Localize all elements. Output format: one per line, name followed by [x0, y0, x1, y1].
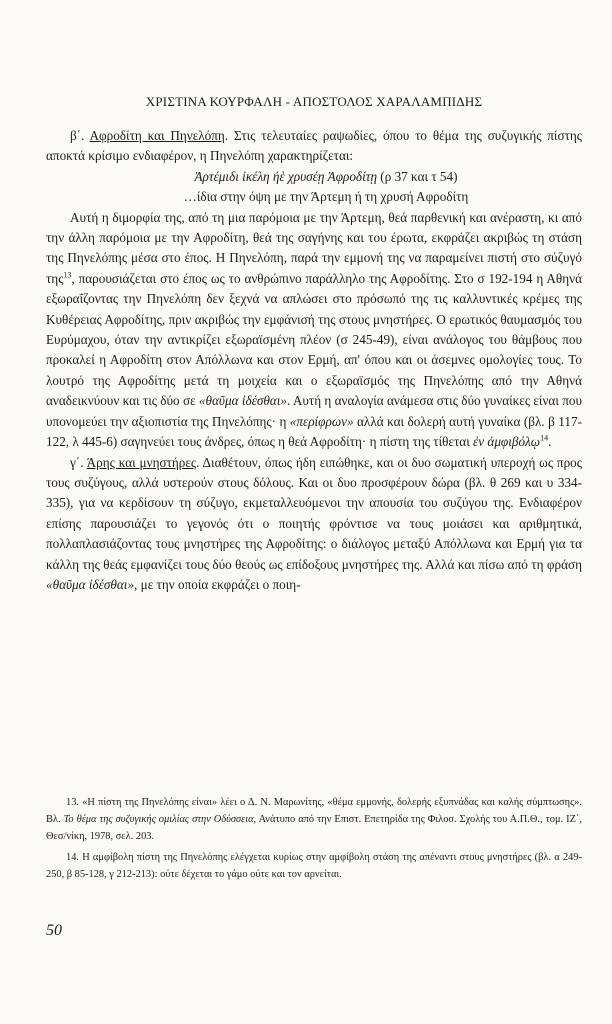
paragraph-text: , παρουσιάζεται στο έπος ως το ανθρώπινο παράλληλο της Αφροδίτης. Στο σ 192-194 η Αθηνά εξωραΐζοντας την Πηνελόπη δεν ξεχνά να απλώσει στο πρόσωπό της τις καλλυντικές κρέμες της Κυθέρειας Αφροδίτης, πριν ακριβώς την εμφάνισή της στους μνηστήρες. Ο ερωτικός θαυμασμός του Ευρύμαχου, όταν την αντικρίζει εξωραϊσμένη πλέον (σ 245-49), είναι ανάλογος του θάμβους που προκαλεί η Αφροδίτη στον Απόλλωνα και στον Ερμή, απ' όπου και οι άσεμνες ομολογίες τους. Το λουτρό της Αφροδίτης μετά τη μοιχεία και ο εξωραϊσμός της Πηνελόπης από την Αθηνά αναδεικνύουν και τις δύο σε: [46, 270, 582, 409]
section-g-heading: Άρης και μνηστήρες: [86, 454, 197, 470]
running-head: ΧΡΙΣΤΙΝΑ ΚΟΥΡΦΑΛΗ - ΑΠΟΣΤΟΛΟΣ ΧΑΡΑΛΑΜΠΙΔΗΣ: [145, 94, 483, 109]
section-g-paragraph: [46, 453, 582, 596]
quote-thauma: «θαῦμα ἰδέσθαι»: [198, 393, 287, 409]
footnote-number: 14.: [66, 852, 79, 863]
paragraph-text: . Αυτή η αναλογία ανάμεσα στις δύο γυναίκες είναι που υπονομεύει την αξιοπιστία της Πηνελόπης· η: [46, 393, 582, 429]
paragraph-aphrodite-penelope: [46, 208, 582, 453]
footnote-ref-14: 14: [540, 433, 549, 443]
footnote-text: «Η πίστη της Πηνελόπης είναι» λέει ο Δ. Ν. Μαρωνίτης, «θέμα εμμονής, δολερής εξυπνάδας και καλής σύμπτωσης». Βλ.: [46, 797, 582, 825]
footnote-title: Το θέμα της συζυγικής ομιλίας στην Οδύσσεια,: [63, 814, 257, 825]
book-page: [46, 0, 582, 1024]
footnote-13: [46, 794, 582, 845]
footnote-number: 13.: [66, 797, 79, 808]
quote-amphibolo: ἐν ἀμφιβόλῳ: [473, 434, 541, 450]
quote-thauma-2: «θαῦμα ἰδέσθαι»: [46, 576, 135, 592]
paragraph-text: .: [548, 434, 552, 450]
section-b-intro: [46, 126, 582, 167]
footnote-14: [46, 849, 582, 883]
footnote-text: Ανάτυπο από την Επιστ. Επετηρίδα της Φιλοσ. Σχολής του Α.Π.Θ., τομ. ΙΖ΄, Θεσ/νίκη, 1978, σελ. 203.: [46, 814, 582, 842]
verse-reference: (ρ 37 και τ 54): [380, 168, 458, 184]
paragraph-text: . Διαθέτουν, όπως ήδη ειπώθηκε, και οι δυο σωματική υπεροχή ως προς τους συζύγους, αλλά υστερούν στους δόλους. Και οι δυο προσφέρουν δώρα (βλ. θ 269 και υ 334-335), για να κερδίσουν τη σύζυγο, εκμεταλλευόμενοι την απουσία του συζύγου της. Ενδιαφέρον επίσης παρουσιάζει το γεγονός ότι ο ποιητής φρόντισε να τους μοιάσει και αριθμητικά, πολλαπλασιάζοντας τους μνηστήρες της Αφροδίτης: ο διάλογος μεταξύ Απόλλωνα και Ερμή για τα κάλλη της θεάς εμφανίζει τους δύο θεούς ως επίδοξους μνηστήρες της. Αλλά και πίσω από τη φράση: [46, 454, 582, 572]
section-b-heading: Αφροδίτη και Πηνελόπη: [89, 128, 225, 143]
main-text: [46, 126, 582, 595]
footnotes: [46, 794, 582, 887]
footnote-text: Η αμφίβολη πίστη της Πηνελόπης ελέγχεται κυρίως στην αμφίβολη στάση της απέναντι στους μνηστήρες (βλ. α 249-250, β 85-128, γ 212-213): ούτε δέχεται το γάμο ούτε και τον αρνείται.: [46, 852, 582, 880]
section-g-marker: γ΄.: [70, 454, 84, 470]
quote-periphron: «περίφρων»: [289, 413, 354, 429]
paragraph-text: αλλά και δολερή αυτή γυναίκα (βλ. β 117-122, λ 445-6) σαγηνεύει τους άνδρες, όπως η θεά Αφροδίτη· η πίστη της τίθεται: [46, 413, 582, 450]
verse-greek: Ἀρτέμιδι ἰκέλη ἠὲ χρυσέῃ Ἀφροδίτῃ: [194, 168, 377, 184]
section-b-intro-text: . Στις τελευταίες ραψωδίες, όπου το θέμα της συζυγικής πίστης αποκτά κρίσιμο ενδιαφέρον, η Πηνελόπη χαρακτηρίζεται:: [46, 128, 583, 164]
section-b-marker: β΄.: [70, 128, 85, 143]
paragraph-text: Αυτή η διμορφία της, από τη μια παρόμοια με την Άρτεμη, θεά παρθενική και ανέραστη, κι από την άλλη παρόμοια με την Αφροδίτη, θεά της σαγήνης και του έρωτα, εκφράζει ακριβώς τη στάση της Πηνελόπης μέσα στο έπος. Η Πηνελόπη, παρά την εμμονή της να παραμείνει πιστή στο σύζυγό της: [46, 209, 582, 286]
page-number: 50: [46, 922, 62, 939]
footnote-ref-13: 13: [63, 270, 72, 280]
verse-quote: [46, 167, 582, 187]
paragraph-text: , με την οποία εκφράζει ο ποιη-: [134, 576, 301, 592]
verse-translation: …ίδια στην όψη με την Άρτεμη ή τη χρυσή Αφροδίτη: [183, 189, 469, 205]
